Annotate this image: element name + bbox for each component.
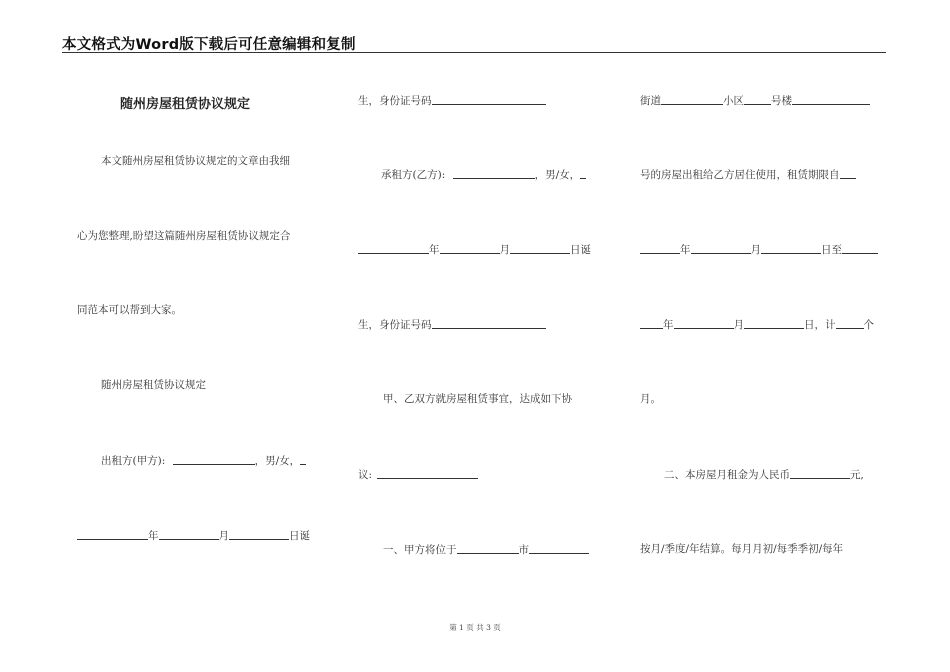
month-blank <box>440 242 500 254</box>
city-label: 市 <box>518 544 529 556</box>
id-blank <box>432 317 546 329</box>
city-blank <box>529 542 589 554</box>
clause-1-line-1 <box>383 542 589 557</box>
month-label: 月 <box>750 244 761 256</box>
lessor-name-blank <box>173 453 255 465</box>
year-label: 年 <box>663 319 674 331</box>
address-line <box>640 93 870 108</box>
clause-2-line-1 <box>664 467 864 482</box>
total-label: 日，计 <box>804 319 836 331</box>
term-end-suffix: 月。 <box>640 393 661 405</box>
intro-line-3: 同范本可以帮到大家。 <box>77 304 182 316</box>
birth-suffix: 日诞 <box>289 530 310 542</box>
lessor-gender: ，男/女， <box>254 455 301 467</box>
count-blank <box>836 317 864 329</box>
clause-1-line-2 <box>640 167 856 182</box>
day-blank <box>744 317 804 329</box>
intro-line-1: 本文随州房屋租赁协议规定的文章由我细 <box>101 155 290 167</box>
intro-line-2: 心为您整理,盼望这篇随州房屋租赁协议规定合 <box>77 230 291 242</box>
lessee-line <box>381 167 586 182</box>
year-blank <box>640 242 680 254</box>
agreement-blank <box>377 467 478 479</box>
year-blank <box>358 242 429 254</box>
yuan-label: 元, <box>850 469 864 481</box>
month-label: 月 <box>733 319 744 331</box>
lessor-birth-line <box>77 528 310 543</box>
lessor-line <box>101 453 306 468</box>
day-blank <box>761 242 821 254</box>
lessee-name-blank <box>453 167 535 179</box>
lessor-id-line <box>358 93 546 108</box>
year-blank <box>640 317 663 329</box>
trailing-blank <box>580 167 586 179</box>
province-blank <box>457 542 519 554</box>
month-label: 月 <box>218 530 229 542</box>
lessee-id-line <box>358 317 546 332</box>
subtitle: 随州房屋租赁协议规定 <box>101 379 206 391</box>
day-to-label: 日至 <box>821 244 842 256</box>
day-blank <box>510 242 570 254</box>
day-blank <box>229 528 289 540</box>
lessee-gender: ，男/女， <box>534 169 581 181</box>
id-label: 生，身份证号码 <box>358 319 432 331</box>
lessee-label: 承租方(乙方): <box>381 169 446 181</box>
document-header-title: 本文格式为Word版下载后可任意编辑和复制 <box>62 37 356 53</box>
clause-1-label: 一、甲方将位于 <box>383 544 457 556</box>
district-blank <box>744 93 771 105</box>
agreement-line-1: 甲、乙双方就房屋租赁事宜，达成如下协 <box>383 393 572 405</box>
id-blank <box>432 93 546 105</box>
month-blank <box>159 528 219 540</box>
end-year-blank <box>842 242 878 254</box>
term-end-line <box>640 317 874 332</box>
agreement-label: 议: <box>358 469 373 481</box>
building-blank <box>792 93 870 105</box>
clause-2-label: 二、本房屋月租金为人民币 <box>664 469 790 481</box>
trailing-blank <box>300 453 306 465</box>
building-label: 号楼 <box>771 95 792 107</box>
lessor-label: 出租方(甲方): <box>101 455 166 467</box>
year-label: 年 <box>148 530 159 542</box>
rent-blank <box>790 467 850 479</box>
document-title: 随州房屋租赁协议规定 <box>120 97 251 112</box>
month-blank <box>674 317 734 329</box>
term-start-line <box>640 242 878 257</box>
year-label: 年 <box>429 244 440 256</box>
clause-2-line-2: 按月/季度/年结算。每月月初/每季季初/每年 <box>640 543 844 555</box>
lessee-birth-line <box>358 242 591 257</box>
month-label: 月 <box>499 244 510 256</box>
street-blank <box>661 93 723 105</box>
birth-suffix: 日诞 <box>570 244 591 256</box>
clause-1-text: 号的房屋出租给乙方居住使用，租赁期限自 <box>640 169 840 181</box>
district-label: 小区 <box>723 95 744 107</box>
month-blank <box>691 242 751 254</box>
id-label: 生，身份证号码 <box>358 95 432 107</box>
header-divider <box>62 52 886 53</box>
ge-label: 个 <box>863 319 874 331</box>
agreement-line-2 <box>358 467 478 482</box>
year-blank <box>77 528 148 540</box>
year-label: 年 <box>680 244 691 256</box>
start-blank <box>840 167 856 179</box>
page-footer: 第 1 页 共 3 页 <box>449 623 501 632</box>
street-label: 街道 <box>640 95 661 107</box>
